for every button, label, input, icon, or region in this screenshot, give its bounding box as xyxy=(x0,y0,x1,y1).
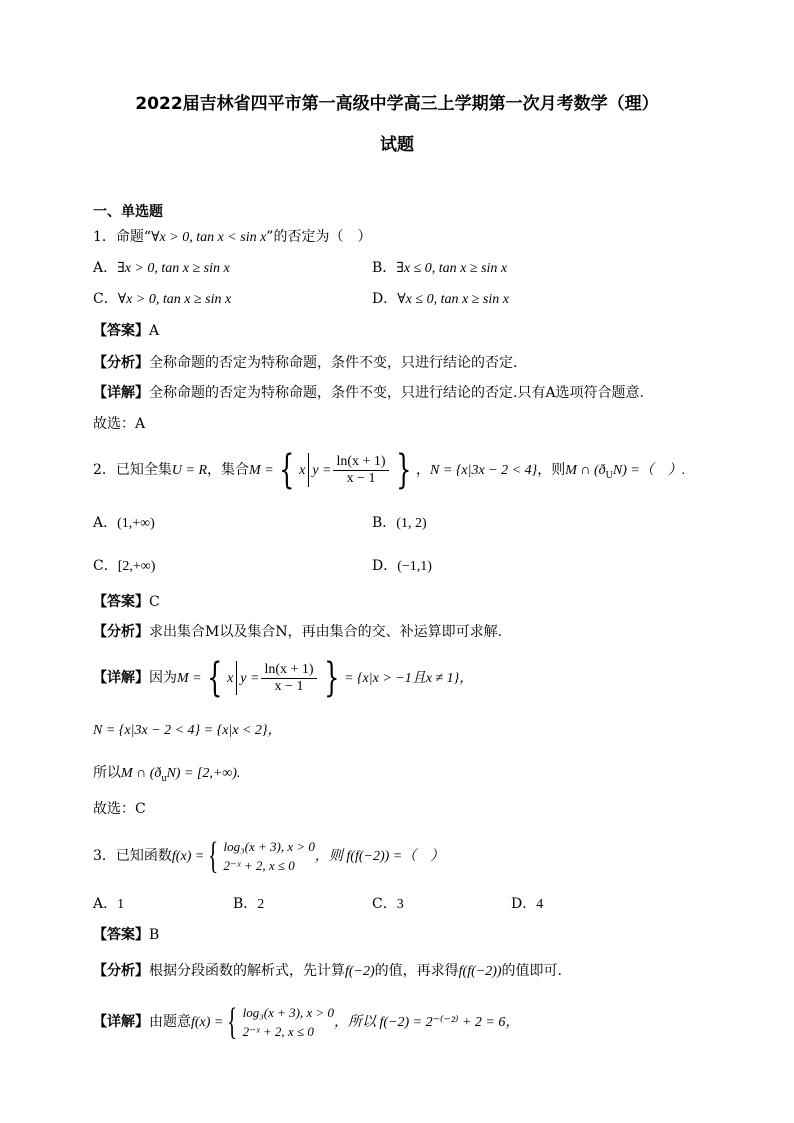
document-title-line2: 试题 xyxy=(380,135,414,155)
q1-answer: 【答案】A xyxy=(93,323,160,339)
q3-detail: 【详解】由题意f(x) = { log₃(x + 3), x > 0 2⁻ˣ + 2, x ≤ 0 ，所以 f(−2) = 2⁻⁽⁻²⁾ + 2 = 6， xyxy=(93,1000,520,1043)
q2-option-d: D．(−1,1) xyxy=(372,558,432,574)
q3-stem: 3．已知函数f(x) = { log₃(x + 3), x > 0 2⁻ˣ + 2, x ≤ 0 ，则 f(f(−2)) =（ ） xyxy=(93,834,445,877)
q1-detail: 【详解】全称命题的否定为特称命题，条件不变，只进行结论的否定.只有A选项符合题意. xyxy=(93,385,645,401)
q3-option-d: D．4 xyxy=(511,896,544,912)
document-title-line1: 2022届吉林省四平市第一高级中学高三上学期第一次月考数学（理） xyxy=(135,94,659,114)
q3-answer: 【答案】B xyxy=(93,927,160,943)
q2-n-line: N = {x|3x − 2 < 4} = {x|x < 2}， xyxy=(93,723,282,738)
q3-analysis: 【分析】根据分段函数的解析式，先计算f(−2)的值，再求得f(f(−2))的值即可. xyxy=(93,963,562,979)
q2-answer: 【答案】C xyxy=(93,594,160,610)
q1-stem-suffix: ”的否定为（ ） xyxy=(266,229,372,245)
q2-stem: 2．已知全集U = R，集合M = { x y = $\frac{\ln(x + 1)}{x - 1}$ } ，N = {x|3x − 2 < 4}，则M ∩ $(ð_UN)$ =（ ）. xyxy=(93,447,686,493)
q2-option-c: C．[2,+∞) xyxy=(93,558,156,574)
q1-choose: 故选：A xyxy=(93,416,146,432)
q1-option-b: B．∃x ≤ 0, tan x ≥ sin x xyxy=(372,260,508,276)
q1-stem-prefix: 1．命题“ xyxy=(93,229,152,245)
q3-option-c: C．3 xyxy=(372,896,404,912)
q2-analysis: 【分析】求出集合M以及集合N，再由集合的交、补运算即可求解. xyxy=(93,624,503,640)
q1-option-a: A．∃x > 0, tan x ≥ sin x xyxy=(93,260,230,276)
q2-option-a: A．(1,+∞) xyxy=(93,515,155,531)
q3-option-b: B．2 xyxy=(233,896,265,912)
q2-detail: 【详解】因为M = { x y = $\frac{\ln(x + 1)}{x - 1}$ } = {x|x > −1且x ≠ 1}， xyxy=(93,655,474,701)
q2-fraction: $\frac{\ln(x + 1)}{x - 1}$ xyxy=(333,454,388,487)
q1-option-d: D．∀x ≤ 0, tan x ≥ sin x xyxy=(372,291,509,307)
q1-stem-math: ∀x > 0, tan x < sin x xyxy=(151,230,267,245)
q3-piecewise: { log₃(x + 3), x > 0 2⁻ˣ + 2, x ≤ 0 xyxy=(208,834,315,877)
q2-choose: 故选：C xyxy=(93,801,146,817)
q1-option-c: C．∀x > 0, tan x ≥ sin x xyxy=(93,291,232,307)
q1-analysis: 【分析】全称命题的否定为特称命题，条件不变，只进行结论的否定. xyxy=(93,355,518,371)
q2-so-line: 所以M ∩ $(ð_uN) = [2,+\infty)$. xyxy=(93,765,241,784)
q3-option-a: A．1 xyxy=(93,896,125,912)
section-heading: 一、单选题 xyxy=(93,204,163,220)
q1-stem xyxy=(93,227,371,248)
q2-option-b: B．(1, 2) xyxy=(372,515,427,531)
